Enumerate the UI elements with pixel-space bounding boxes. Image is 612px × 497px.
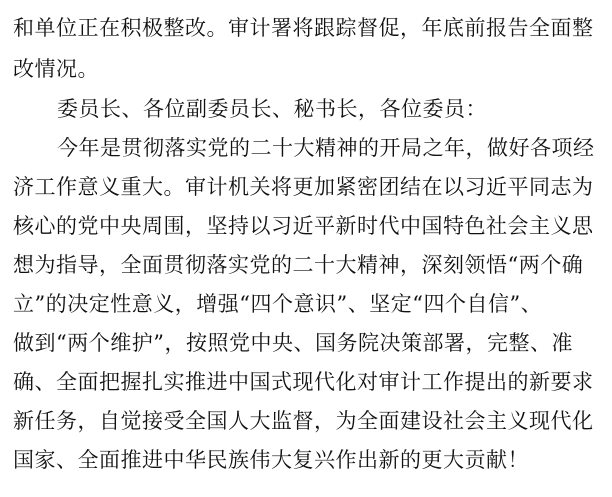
salutation-line: 委员长、各位副委员长、秘书长，各位委员：	[57, 97, 487, 121]
text-line-11: 新任务，自觉接受全国人大监督，为全面建设社会主义现代化	[13, 409, 594, 433]
text-line-5: 济工作意义重大。审计机关将更加紧密团结在以习近平同志为	[13, 175, 594, 199]
text-line-2: 改情况。	[13, 57, 99, 81]
text-line-8: 立”的决定性意义，增强“四个意识”、坚定“四个自信”、	[13, 292, 543, 316]
text-line-6: 核心的党中央周围，坚持以习近平新时代中国特色社会主义思	[13, 214, 594, 238]
text-line-1: 和单位正在积极整改。审计署将跟踪督促，年底前报告全面整	[13, 16, 594, 40]
text-line-9: 做到“两个维护”，按照党中央、国务院决策部署，完整、准	[13, 331, 573, 355]
text-line-10: 确、全面把握扎实推进中国式现代化对审计工作提出的新要求	[13, 370, 594, 394]
paragraph-first-line: 今年是贯彻落实党的二十大精神的开局之年，做好各项经	[57, 136, 595, 160]
text-line-7: 想为指导，全面贯彻落实党的二十大精神，深刻领悟“两个确	[13, 253, 584, 277]
text-line-12: 国家、全面推进中华民族伟大复兴作出新的更大贡献！	[13, 448, 529, 472]
